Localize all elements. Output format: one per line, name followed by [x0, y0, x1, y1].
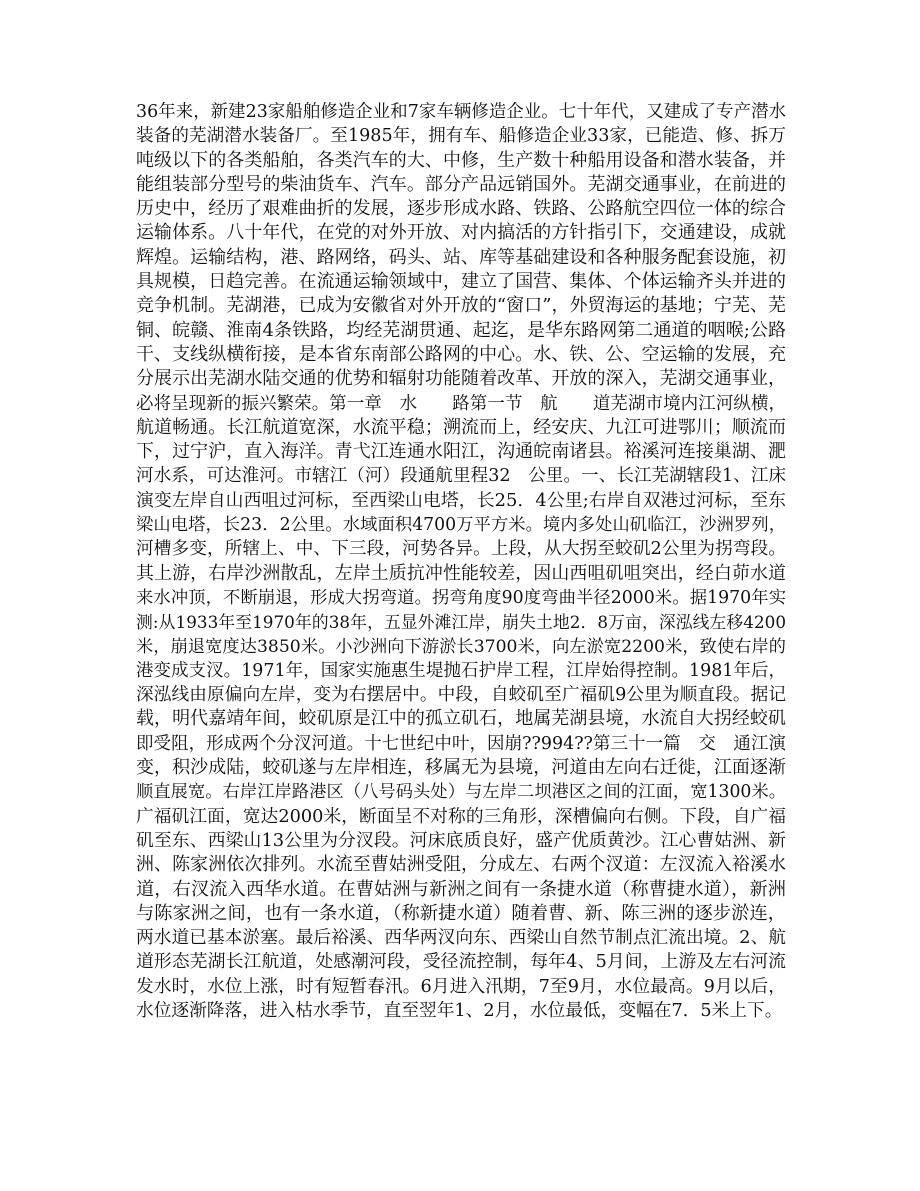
- text-line: 铜、皖赣、淮南4条铁路，均经芜湖贯通、起迄，是华东路网第二通道的咽喉;公路: [136, 319, 786, 341]
- text-line: 道，右汊流入西华水道。在曹姑洲与新洲之间有一条捷水道（称曹捷水道），新洲: [136, 878, 786, 900]
- text-line: 吨级以下的各类船舶，各类汽车的大、中修，生产数十种船用设备和潜水装备，并: [136, 149, 786, 171]
- text-line: 装备的芜湖潜水装备厂。至1985年，拥有车、船修造企业33家，已能造、修、拆万: [136, 126, 786, 147]
- text-line: 发水时，水位上涨，时有短暂春汛。6月进入汛期，7至9月，水位最高。9月以后，: [136, 976, 786, 997]
- text-line: 历史中，经历了艰难曲折的发展，逐步形成水路、铁路、公路航空四位一体的综合: [136, 198, 786, 220]
- text-line: 航道畅通。长江航道宽深，水流平稳；溯流而上，经安庆、九江可进鄂川；顺流而: [136, 416, 786, 438]
- text-line: 洲、陈家洲依次排列。水流至曹姑洲受阻，分成左、右两个汊道：左汊流入裕溪水: [136, 854, 786, 876]
- text-line: 河槽多变，所辖上、中、下三段，河势各异。上段，从大拐至蛟矶2公里为拐弯段。: [136, 539, 786, 560]
- text-line: 分展示出芜湖水陆交通的优势和辐射功能随着改革、开放的深入，芜湖交通事业，: [136, 368, 786, 390]
- text-line: 辉煌。运输结构，港、路网络，码头、站、库等基础建设和各种服务配套设施，初: [136, 246, 786, 268]
- text-line: 河水系，可达淮河。市辖江（河）段通航里程32 公里。一、长江芜湖辖段1、江床: [136, 466, 786, 487]
- text-line: 即受阻，形成两个分汊河道。十七世纪中叶，因崩??994??第三十一篇 交 通江演: [136, 733, 786, 754]
- text-line: 水位逐渐降落，进入枯水季节，直至翌年1、2月，水位最低，变幅在7．5米上下。: [136, 1000, 783, 1021]
- text-line: 来水冲顶，不断崩退，形成大拐弯道。拐弯角度90度弯曲半径2000米。据1970年实: [136, 587, 786, 608]
- text-line: 变，积沙成陆，蛟矶遂与左岸相连，移属无为县境，河道由左向右迁徙，江面逐渐: [136, 757, 786, 779]
- text-line: 米，崩退宽度达3850米。小沙洲向下游淤长3700米，向左淤宽2200米，致使右岸的: [136, 636, 786, 657]
- text-line: 下，过宁沪，直入海洋。青弋江连通水阳江，沟通皖南诸县。裕溪河连接巢湖、淝: [136, 441, 786, 463]
- text-line: 运输体系。八十年代，在党的对外开放、对内搞活的方针指引下，交通建设，成就: [136, 222, 786, 244]
- text-line: 干、支线纵横衔接，是本省东南部公路网的中心。水、铁、公、空运输的发展，充: [136, 343, 786, 365]
- text-line: 必将呈现新的振兴繁荣。第一章 水 路第一节 航 道芜湖市境内江河纵横，: [136, 393, 786, 414]
- text-line: 顺直展宽。右岸江岸路港区（八号码头处）与左岸二坝港区之间的江面，宽1300米。: [136, 782, 786, 803]
- body-text: [136, 100, 786, 1023]
- text-line: 36年来，新建23家船舶修造企业和7家车辆修造企业。七十年代，又建成了专产潜水: [136, 102, 786, 122]
- text-line: 演变左岸自山西咀过河标，至西梁山电塔，长25．4公里;右岸自双港过河标，至东: [136, 489, 786, 511]
- text-line: 与陈家洲之间，也有一条水道，（称新捷水道）随着曹、新、陈三洲的逐步淤连，: [136, 902, 786, 924]
- text-line: 道形态芜湖长江航道，处感潮河段，受径流控制，每年4、5月间，上游及左右河流: [136, 951, 786, 973]
- text-line: 矶至东、西梁山13公里为分汊段。河床底质良好，盛产优质黄沙。江心曹姑洲、新: [136, 829, 786, 851]
- text-line: 其上游，右岸沙洲散乱，左岸土质抗冲性能较差，因山西咀矶咀突出，经白茆水道: [136, 562, 786, 584]
- text-line: 梁山电塔，长23．2公里。水域面积4700万平方米。境内多处山矶临江，沙洲罗列，: [136, 515, 786, 536]
- text-line: 载，明代嘉靖年间，蛟矶原是江中的孤立矶石，地属芜湖县境，水流自大拐经蛟矶: [136, 708, 786, 730]
- text-line: 深泓线由原偏向左岸，变为右摆居中。中段，自蛟矶至广福矶9公里为顺直段。据记: [136, 685, 786, 706]
- text-line: 广福矶江面，宽达2000米，断面呈不对称的三角形，深槽偏向右侧。下段，自广福: [136, 806, 786, 827]
- text-line: 港变成支汊。1971年，国家实施惠生堤抛石护岸工程，江岸始得控制。1981年后，: [136, 660, 786, 681]
- text-line: 能组装部分型号的柴油货车、汽车。部分产品远销国外。芜湖交通事业，在前进的: [136, 173, 786, 195]
- text-line: 测:从1933年至1970年的38年，五显外滩江岸，崩失土地2．8万亩，深泓线左移4200: [136, 612, 786, 633]
- text-line: 具规模，日趋完善。在流通运输领域中，建立了国营、集体、个体运输齐头并进的: [136, 271, 786, 293]
- text-line: 竞争机制。芜湖港，已成为安徽省对外开放的“窗口”，外贸海运的基地；宁芜、芜: [136, 295, 786, 317]
- text-line: 两水道已基本淤塞。最后裕溪、西华两汊向东、西梁山自然节制点汇流出境。2、航: [136, 928, 786, 949]
